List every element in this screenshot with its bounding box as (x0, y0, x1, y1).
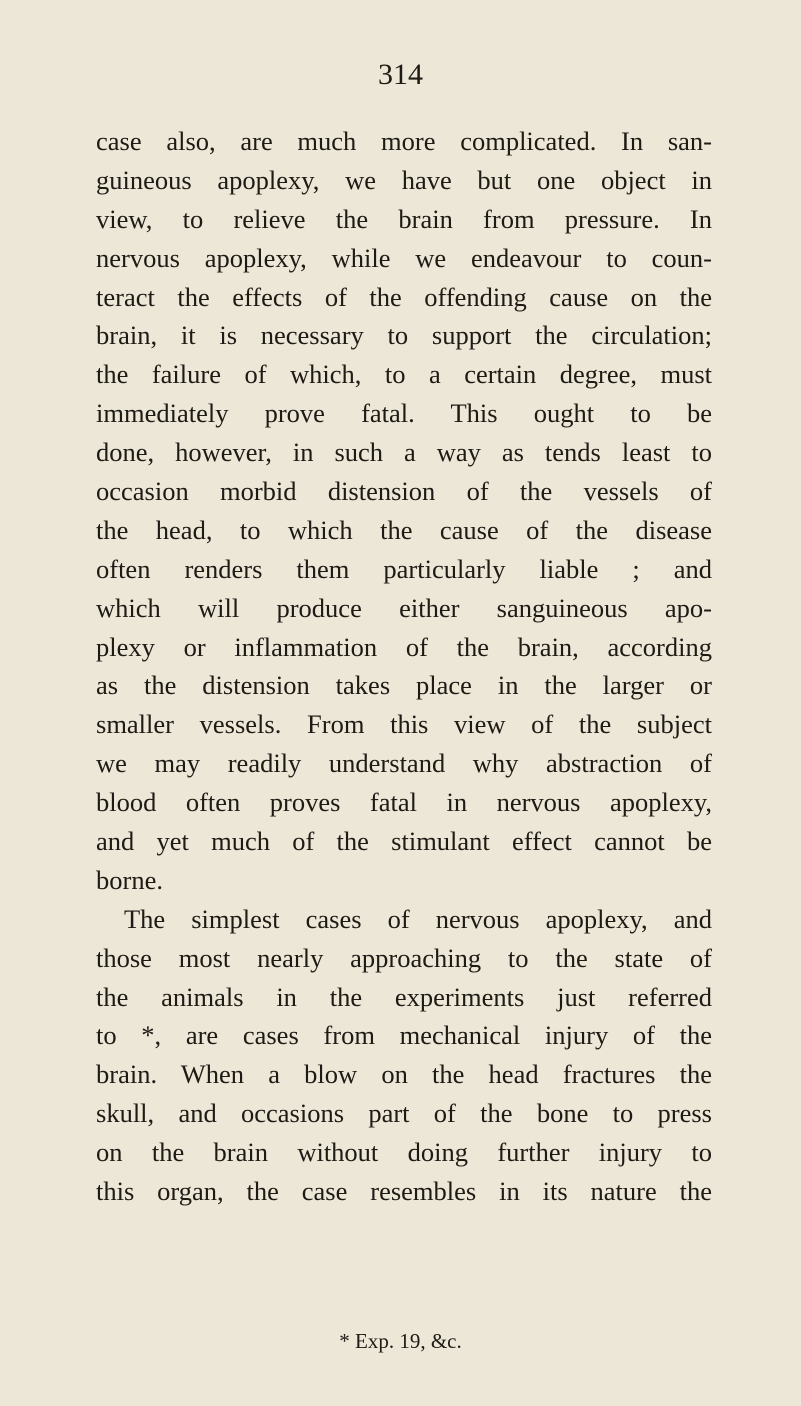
text-line: nervous apoplexy, while we endeavour to coun- (96, 242, 712, 273)
text-line: brain, it is necessary to support the circulation; (96, 320, 712, 351)
text-line: to *, are cases from mechanical injury of the (96, 1020, 712, 1051)
text-line: brain. When a blow on the head fractures the (96, 1059, 712, 1090)
text-line: as the distension takes place in the larger or (96, 670, 712, 701)
text-line: immediately prove fatal. This ought to be (96, 398, 712, 429)
text-line: this organ, the case resembles in its nature the (96, 1176, 712, 1207)
text-line: the failure of which, to a certain degree, must (96, 359, 712, 390)
text-line: the animals in the experiments just referred (96, 981, 712, 1012)
page-number: 314 (378, 58, 423, 91)
text-line: case also, are much more complicated. In san- (96, 126, 712, 156)
text-line: those most nearly approaching to the state of (96, 942, 712, 973)
text-line: smaller vessels. From this view of the subject (96, 709, 712, 740)
text-line: on the brain without doing further injury to (96, 1137, 712, 1168)
text-line: view, to relieve the brain from pressure. In (96, 203, 712, 234)
text-line: teract the effects of the offending cause on the (96, 281, 712, 312)
text-line: which will produce either sanguineous apo- (96, 592, 712, 623)
text-line: often renders them particularly liable ; and (96, 553, 712, 584)
text-line: we may readily understand why abstraction of (96, 748, 712, 779)
text-line: guineous apoplexy, we have but one object in (96, 164, 712, 195)
text-line: and yet much of the stimulant effect cannot be (96, 826, 712, 857)
text-line: done, however, in such a way as tends least to (96, 437, 712, 468)
footnote: * Exp. 19, &c. (339, 1329, 462, 1353)
text-line: skull, and occasions part of the bone to press (96, 1098, 712, 1129)
body-text (96, 122, 712, 1211)
text-line: blood often proves fatal in nervous apoplexy, (96, 787, 712, 818)
text-line: the head, to which the cause of the disease (96, 514, 712, 545)
text-line: occasion morbid distension of the vessels of (96, 476, 712, 507)
text-line: borne. (96, 864, 163, 895)
text-line: plexy or inflammation of the brain, according (96, 631, 712, 662)
text-line: The simplest cases of nervous apoplexy, and (124, 903, 712, 934)
